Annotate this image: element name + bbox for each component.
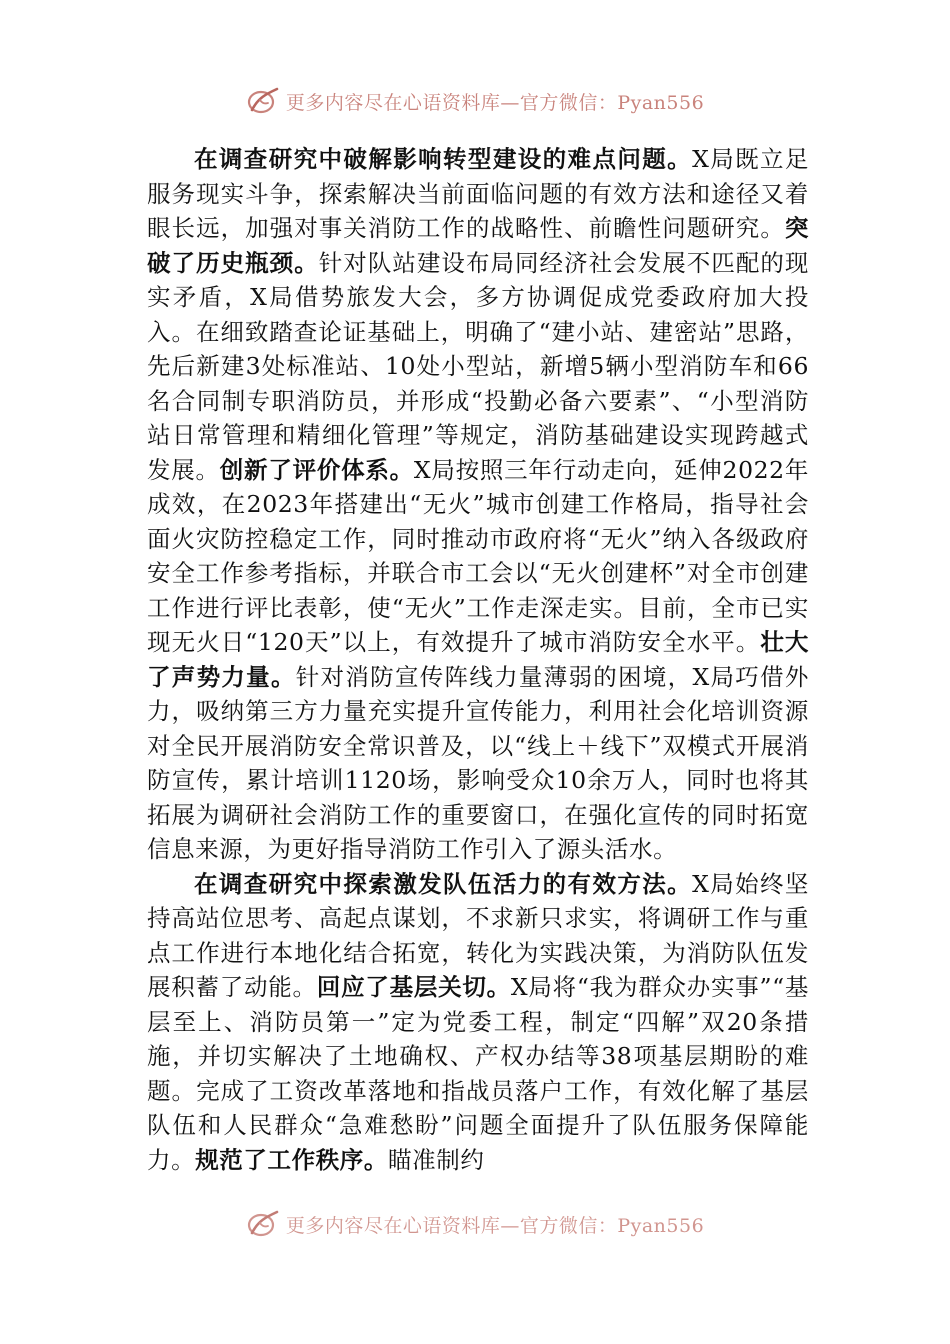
body-text: 针对消防宣传阵线力量薄弱的困境，X局巧借外力，吸纳第三方力量充实提升宣传能力，利用社会化培训资源对全民开展消防安全常识普及，以“线上＋线下”双模式开展消防宣传，累计培训1120场，影响受众10余万人，同时也将其拓展为调研社会消防工作的重要窗口，在强化宣传的同时拓宽信息来源，为更好指导消防工作引入了源头活水。 <box>147 662 809 863</box>
body-text: X局既立足服务现实斗争，探索解决当前面临问题的有效方法和途径又着眼长远，加强对事关消防工作的战略性、前瞻性问题研究。 <box>147 145 810 242</box>
bold-heading: 在调查研究中探索激发队伍活力的有效方法。 <box>194 869 693 898</box>
watermark-text: 更多内容尽在心语资料库—官方微信：Pyan556 <box>285 1214 705 1237</box>
body-text: X局始终坚持高站位思考、高起点谋划，不求新只求实，将调研工作与重点工作进行本地化结合拓宽，转化为实践决策，为消防队伍发展积蓄了动能。 <box>147 869 810 1001</box>
bold-heading: 创新了评价体系。 <box>219 455 414 484</box>
document-body <box>147 142 809 1177</box>
body-text: X局将“我为群众办实事”“基层至上、消防员第一”定为党委工程，制定“四解”双20条措施，并切实解决了土地确权、产权办结等38项基层期盼的难题。完成了工资改革落地和指战员落户工作，有效化解了基层队伍和人民群众“急难愁盼”问题全面提升了队伍服务保障能力。 <box>147 973 809 1174</box>
body-text: 针对队站建设布局同经济社会发展不匹配的现实矛盾，X局借势旅发大会，多方协调促成党委政府加大投入。在细致踏查论证基础上，明确了“建小站、建密站”思路，先后新建3处标准站、10处小型站，新增5辆小型消防车和66名合同制专职消防员，并形成“投勤必备六要素”、“小型消防站日常管理和精细化管理”等规定，消防基础建设实现跨越式发展。 <box>147 248 810 484</box>
watermark-footer <box>0 1209 950 1239</box>
bold-heading: 回应了基层关切。 <box>316 973 511 1001</box>
paragraph <box>147 867 809 1178</box>
watermark-text: 更多内容尽在心语资料库—官方微信：Pyan556 <box>285 91 705 114</box>
brush-logo-icon <box>246 86 280 116</box>
bold-heading: 壮大了声势力量。 <box>147 628 809 691</box>
brush-logo-icon <box>246 1209 280 1239</box>
paragraph <box>147 142 809 867</box>
body-text: X局按照三年行动走向，延伸2022年成效，在2023年搭建出“无火”城市创建工作格局，指导社会面火灾防控稳定工作，同时推动市政府将“无火”纳入各级政府安全工作参考指标，并联合市工会以“无火创建杯”对全市创建工作进行评比表彰，使“无火”工作走深走实。目前，全市已实现无火日“120天”以上，有效提升了城市消防安全水平。 <box>147 455 809 656</box>
body-text: 瞄准制约 <box>388 1145 485 1174</box>
bold-heading: 突破了历史瓶颈。 <box>147 214 809 277</box>
bold-heading: 在调查研究中破解影响转型建设的难点问题。 <box>194 145 693 173</box>
watermark-header <box>0 86 950 116</box>
bold-heading: 规范了工作秩序。 <box>195 1145 389 1174</box>
